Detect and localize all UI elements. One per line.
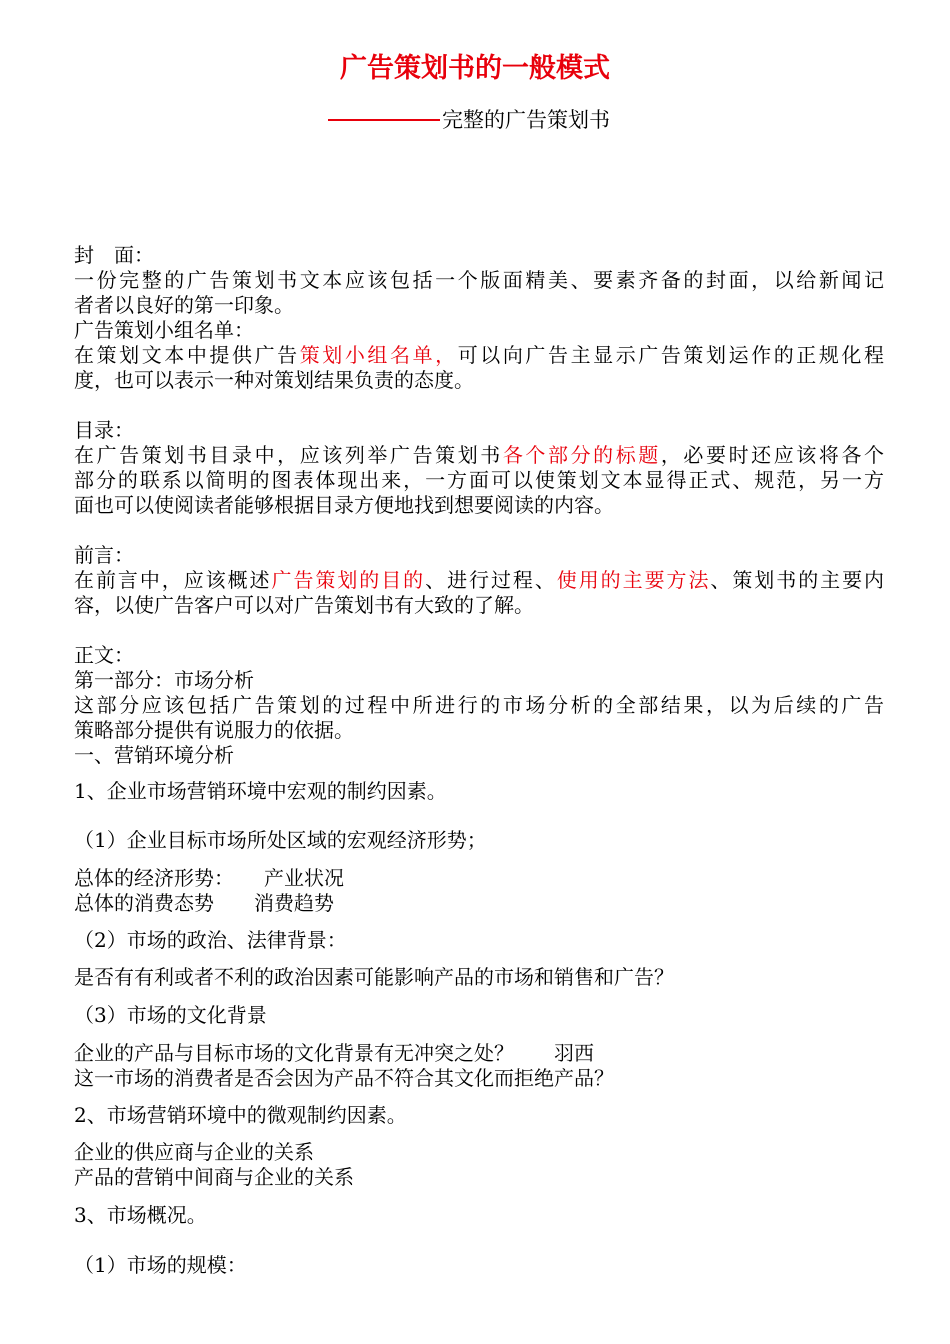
preface-text: 、策划书的主要内 xyxy=(710,568,885,592)
preface-heading: 前言： xyxy=(74,543,134,567)
preface-text: 、进行过程、 xyxy=(425,568,557,592)
cover-heading: 封 面： xyxy=(74,243,154,267)
team-heading: 广告策划小组名单： xyxy=(74,318,254,342)
part1-description-line-1: 这部分应该包括广告策划的过程中所进行的市场分析的全部结果，以为后续的广告 xyxy=(74,693,884,717)
preface-highlight: 使用的主要方法 xyxy=(556,568,711,592)
item-3-1-heading: （1）市场的规模： xyxy=(74,1253,247,1277)
item-1-1-heading: （1）企业目标市场所处区域的宏观经济形势； xyxy=(74,828,487,852)
item-2-heading: 2、市场营销环境中的微观制约因素。 xyxy=(74,1103,407,1127)
preface-paragraph-line-2: 容，以使广告客户可以对广告策划书有大致的了解。 xyxy=(74,593,534,617)
item-1-2-heading: （2）市场的政治、法律背景： xyxy=(74,928,347,952)
document-title: 广告策划书的一般模式 xyxy=(340,53,610,84)
toc-paragraph-line-2: 部分的联系以简明的图表体现出来，一方面可以使策划文本显得正式、规范，另一方 xyxy=(74,468,884,492)
subtitle-dash-line xyxy=(328,119,440,121)
item-1-1-line-b: 总体的消费态势 消费趋势 xyxy=(74,891,334,915)
item-2-line-b: 产品的营销中间商与企业的关系 xyxy=(74,1165,354,1189)
toc-highlight: 各个部分的标题 xyxy=(502,443,661,467)
team-paragraph-line-1 xyxy=(74,343,884,368)
team-highlight: 策划小组名单， xyxy=(299,343,458,367)
toc-text: 在广告策划书目录中，应该列举广告策划书 xyxy=(74,443,503,467)
cover-paragraph-line-1: 一份完整的广告策划书文本应该包括一个版面精美、要素齐备的封面，以给新闻记 xyxy=(74,268,884,292)
document-subtitle xyxy=(328,106,610,134)
team-text: 在策划文本中提供广告 xyxy=(74,343,300,367)
part1-heading: 第一部分：市场分析 xyxy=(74,668,254,692)
toc-heading: 目录： xyxy=(74,418,134,442)
cover-paragraph-line-2: 者者以良好的第一印象。 xyxy=(74,293,294,317)
toc-paragraph-line-1 xyxy=(74,443,884,468)
subtitle-text: 完整的广告策划书 xyxy=(442,108,610,132)
item-1-3-heading: （3）市场的文化背景 xyxy=(74,1003,267,1027)
toc-paragraph-line-3: 面也可以使阅读者能够根据目录方便地找到想要阅读的内容。 xyxy=(74,493,614,517)
item-3-heading: 3、市场概况。 xyxy=(74,1203,207,1227)
body-heading: 正文： xyxy=(74,643,134,667)
item-1-1-line-a: 总体的经济形势： 产业状况 xyxy=(74,866,344,890)
team-paragraph-line-2: 度，也可以表示一种对策划结果负责的态度。 xyxy=(74,368,474,392)
toc-text: ，必要时还应该将各个 xyxy=(660,443,885,467)
item-1-heading: 1、企业市场营销环境中宏观的制约因素。 xyxy=(74,779,447,803)
item-1-2-line-a: 是否有有利或者不利的政治因素可能影响产品的市场和销售和广告？ xyxy=(74,965,674,989)
item-2-line-a: 企业的供应商与企业的关系 xyxy=(74,1140,314,1164)
section-1-heading: 一、营销环境分析 xyxy=(74,743,234,767)
team-text: 可以向广告主显示广告策划运作的正规化程 xyxy=(457,343,885,367)
preface-text: 在前言中，应该概述 xyxy=(74,568,272,592)
part1-description-line-2: 策略部分提供有说服力的依据。 xyxy=(74,718,354,742)
preface-highlight: 广告策划的目的 xyxy=(271,568,426,592)
preface-paragraph-line-1 xyxy=(74,568,884,593)
item-1-3-line-a: 企业的产品与目标市场的文化背景有无冲突之处？ 羽西 xyxy=(74,1041,594,1065)
item-1-3-line-b: 这一市场的消费者是否会因为产品不符合其文化而拒绝产品？ xyxy=(74,1066,614,1090)
